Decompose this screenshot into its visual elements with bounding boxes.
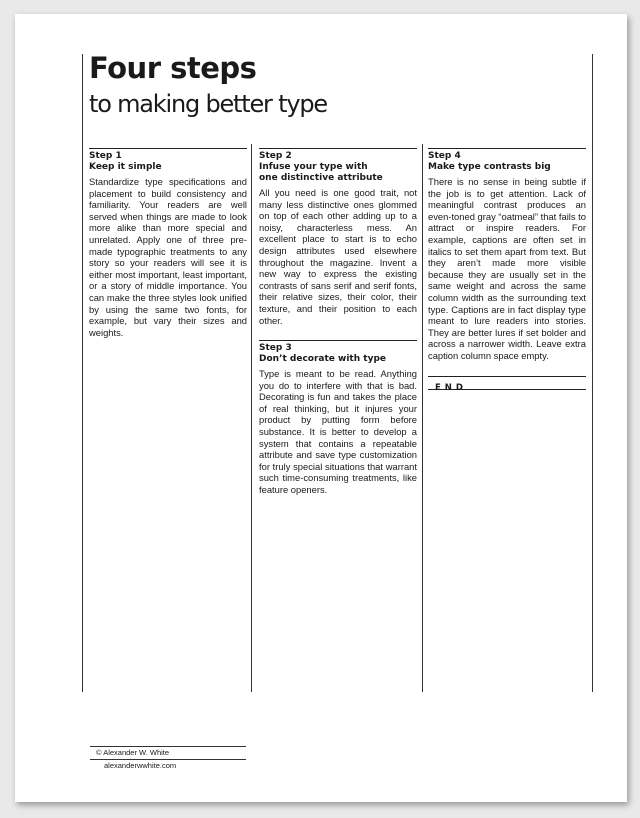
step-body: Type is meant to be read. Anything you do to interfere with that is bad. Decorating is fun and takes the place of real thinking, but it injures your product by putting form before substance. It is better to develop a system that contains a repeatable attribute and save type customization for truly special situations that warrant such time-consuming treatments, like feature openers. bbox=[259, 368, 417, 495]
step-title: Don’t decorate with type bbox=[259, 354, 386, 364]
page-subtitle: to making better type bbox=[89, 90, 327, 118]
step-title: Infuse your type with one distinctive attribute bbox=[259, 162, 383, 183]
page-title: Four steps bbox=[89, 51, 257, 85]
website-url: alexanderwwhite.com bbox=[104, 761, 177, 770]
step-2-section bbox=[259, 148, 417, 326]
step-body: There is no sense in being subtle if the job is to get attention. Lack of meaningful contrast produces an even-toned gray “oatmeal” that fails to attract or inspire readers. For example, captions are often set in italics to set them apart from text. But they aren’t made more visible because they are usually set in the same weight and across the same column width as the surrounding text type. Captions are in fact display type meant to lure readers into stories. They are better lures if set bolder and across a narrower width. Leave extra caption column space empty. bbox=[428, 176, 586, 361]
step-body: All you need is one good trait, not many less distinctive ones glommed on top of each other adding up to a noisy, characterless mess. An excellent place to start is to echo design attributes used elsewhere throughout the magazine. Invent a new way to express the existing contrasts of sans serif and serif fonts, their relative sizes, their color, their texture, and their position to each other. bbox=[259, 187, 417, 326]
column-divider-2 bbox=[251, 144, 252, 692]
step-label: Step 4 bbox=[428, 151, 461, 161]
step-label: Step 3 bbox=[259, 343, 292, 353]
column-divider-1 bbox=[82, 54, 83, 692]
step-1-section bbox=[89, 148, 247, 338]
column-divider-3 bbox=[422, 144, 423, 692]
step-title: Keep it simple bbox=[89, 162, 162, 172]
step-rule bbox=[428, 148, 586, 149]
footer bbox=[90, 746, 246, 772]
step-rule bbox=[89, 148, 247, 149]
step-4-section bbox=[428, 148, 586, 393]
step-rule bbox=[259, 340, 417, 341]
column-divider-4 bbox=[592, 54, 593, 692]
step-label: Step 1 bbox=[89, 151, 122, 161]
copyright-notice: © Alexander W. White bbox=[90, 747, 246, 760]
end-block bbox=[428, 376, 586, 393]
end-mark: END bbox=[435, 382, 467, 393]
step-rule bbox=[259, 148, 417, 149]
step-label: Step 2 bbox=[259, 151, 292, 161]
step-body: Standardize type specifications and placement to build consistency and familiarity. Your readers are well served when things are made to look more alike than more special and unrelated. Apply one of three pre-made typographic treatments to any story so your readers will see it is either most important, least important, or a story of middle importance. You can make the three styles look unified by using the same two fonts, for example, but vary their sizes and weights. bbox=[89, 176, 247, 338]
step-3-section bbox=[259, 340, 417, 496]
document-page bbox=[15, 14, 627, 802]
step-title: Make type contrasts big bbox=[428, 162, 551, 172]
